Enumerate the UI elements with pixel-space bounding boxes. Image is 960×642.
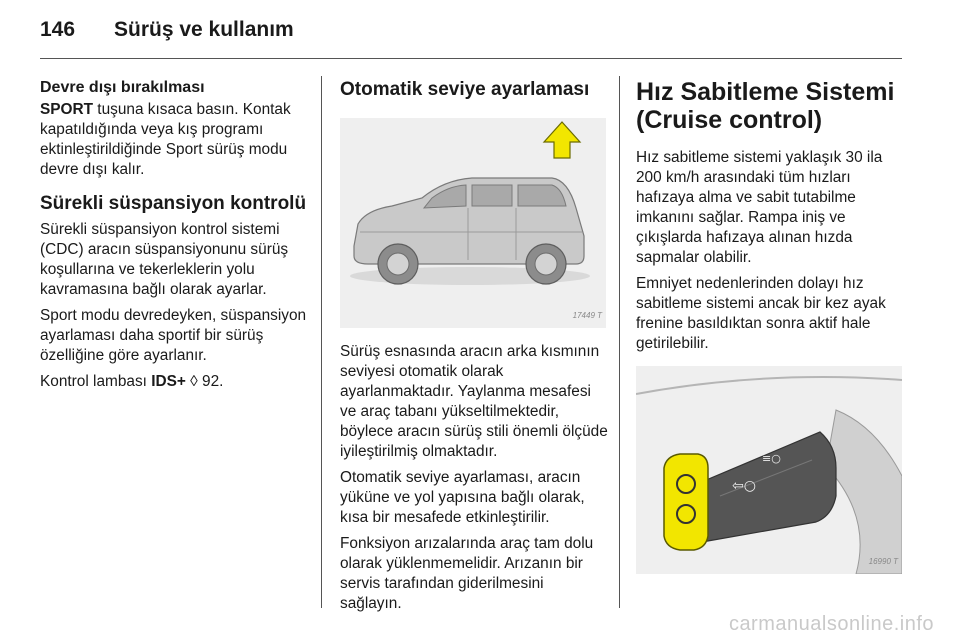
page-header [40,18,294,42]
column-3 [636,78,904,588]
cruise-stalk-illustration [636,366,902,574]
car-figure [340,118,608,328]
deactivation-text: SPORT tuşuna kısaca basın. Kontak kapatıldığında veya kış programı ektinleştirildiğinde Sport sürüş modu devre dışı kalır. [40,101,291,178]
level-paragraph-1: Sürüş esnasında aracın arka kısmının seviyesi otomatik olarak ayarlanmaktadır. Yaylanma mesafesi ve araç tabanı yükseltilmektedir, böylece aracın sürüş stili önemli ölçüde iyileştirilmiş olmaktadır. [340,343,608,460]
figure-code: 17449 T [572,311,602,320]
cdc-heading: Sürekli süspansiyon kontrolü [40,193,307,214]
level-control-heading: Otomatik seviye ayarlaması [340,79,590,100]
figure-code: 16990 T [868,557,898,566]
cdc-paragraph-3: Kontrol lambası IDS+ ◊ 92. [40,373,224,390]
header-rule [40,58,902,59]
car-illustration [340,118,606,328]
column-divider-1 [321,76,322,608]
page-ref-number: 92. [197,373,224,390]
cdc-paragraph-2: Sport modu devredeyken, süspansiyon ayarlaması daha sportif bir sürüş özelliğine göre ayarlanır. [40,307,307,364]
ids-plus-label: IDS+ [151,373,186,390]
column-2 [340,78,608,620]
page-ref-icon: ◊ [190,373,198,390]
watermark: carmanualsonline.info [728,613,934,635]
deactivation-heading: Devre dışı bırakılması [40,79,205,96]
level-paragraph-3: Fonksiyon arızalarında araç tam dolu olarak yüklenmemelidir. Arızanın bir servis tarafından giderilmesini sağlayın. [340,535,594,612]
level-paragraph-2: Otomatik seviye ayarlaması, aracın yüküne ve yol yapısına bağlı olarak, kısa bir mesafede etkinleştirilir. [340,469,585,526]
cruise-heading: Hız Sabitleme Sistemi (Cruise control) [636,78,895,134]
cruise-paragraph-1: Hız sabitleme sistemi yaklaşık 30 ila 200 km/h arasındaki tüm hızları hafızaya alma ve sabit tutabilme imkanını sağlar. Rampa iniş ve çıkışlarda hafızaya alınan hızda sapmalar olabilir. [636,149,883,266]
stalk-figure [636,366,904,574]
page-number: 146 [40,18,76,41]
cdc-paragraph-1: Sürekli süspansiyon kontrol sistemi (CDC) aracın süspansiyonunu sürüş koşullarına ve tekerleklerin yolu kavramasına bağlı olarak ayarlar. [40,221,289,298]
cruise-paragraph-2: Emniyet nedenlerinden dolayı hız sabitleme sistemi ancak bir kez ayak frenine basıldıktan sonra aktif hale getirilebilir. [636,275,886,352]
sport-button-label: SPORT [40,101,94,118]
column-1 [40,78,308,398]
cruise-minus-icon: ≡○ [762,452,781,465]
cruise-off-icon: ⇦○ [732,478,756,494]
page-title: Sürüş ve kullanım [114,18,294,41]
column-divider-2 [619,76,620,608]
